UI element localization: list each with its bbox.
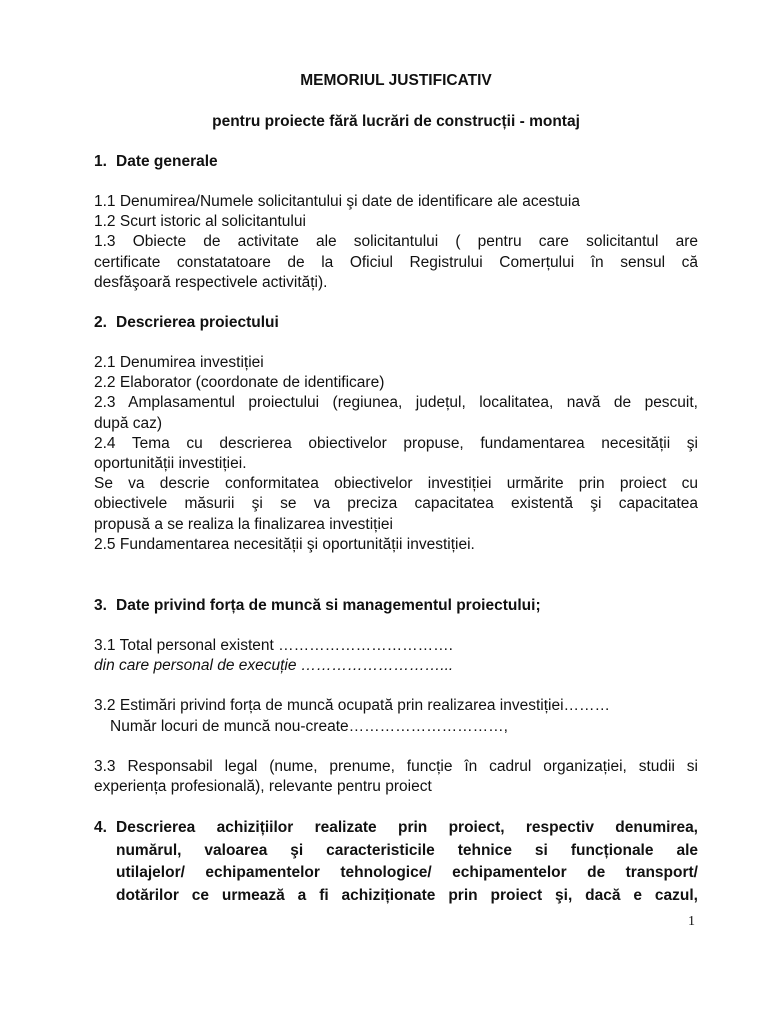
paragraph-2-3-line-1: 2.3 Amplasamentul proiectului (regiunea, județul, localitatea, navă de pescuit, — [94, 394, 698, 412]
section-1-heading — [94, 152, 698, 172]
paragraph-1-3-line-1: 1.3 Obiecte de activitate ale solicitantului ( pentru care solicitantul are — [94, 233, 698, 251]
section-number: 2. — [94, 314, 107, 332]
paragraph-2-4-line-1: 2.4 Tema cu descrierea obiectivelor propuse, fundamentarea necesității şi — [94, 434, 698, 452]
paragraph-2-1: 2.1 Denumirea investiției — [94, 354, 264, 372]
section-4-line-2: numărul, valoarea şi caracteristicile tehnice si funcționale ale — [116, 841, 698, 859]
paragraph-1-2: 1.2 Scurt istoric al solicitantului — [94, 213, 306, 231]
page-number: 1 — [688, 914, 695, 929]
section-number: 4. — [94, 819, 107, 837]
paragraph-2-4-note-line-1: Se va descrie conformitatea obiectivelor investiției urmărite prin proiect cu — [94, 475, 698, 493]
paragraph-2-2: 2.2 Elaborator (coordonate de identificare) — [94, 374, 385, 392]
section-number: 1. — [94, 153, 107, 170]
paragraph-2-5: 2.5 Fundamentarea necesității şi oportunității investiției. — [94, 535, 475, 553]
section-title: Descrierea proiectului — [116, 314, 279, 332]
paragraph-3-2: 3.2 Estimări privind forța de muncă ocupată prin realizarea investiției……… — [94, 697, 611, 715]
section-title: Date privind forța de muncă si managementul proiectului; — [116, 597, 541, 615]
section-4-line-3: utilajelor/ echipamentelor tehnologice/ echipamentelor de transport/ — [116, 864, 698, 882]
section-2-heading — [94, 313, 698, 333]
section-1-body — [94, 192, 698, 293]
paragraph-1-3-line-2: certificate constatatoare de la Oficiul Registrului Comerțului în sensul că — [94, 253, 698, 271]
section-4-line-1: Descrierea achizițiilor realizate prin proiect, respectiv denumirea, — [116, 819, 698, 837]
paragraph-2-4-line-2: oportunității investiției. — [94, 455, 247, 473]
paragraph-2-4-note-line-2: obiectivele măsurii şi se va preciza capacitatea existentă şi capacitatea — [94, 495, 698, 513]
section-3-body — [94, 636, 698, 797]
section-2-body — [94, 353, 698, 555]
paragraph-3-1: 3.1 Total personal existent ……………………………. — [94, 637, 453, 655]
document-title: MEMORIUL JUSTIFICATIV — [300, 72, 492, 89]
paragraph-3-3-line-1: 3.3 Responsabil legal (nume, prenume, funcție în cadrul organizației, studii si — [94, 757, 698, 775]
document-body — [94, 71, 698, 907]
paragraph-2-3-line-2: după caz) — [94, 414, 163, 432]
paragraph-3-1-detail: din care personal de execuție ………………………... — [94, 657, 454, 675]
paragraph-1-1: 1.1 Denumirea/Numele solicitantului şi date de identificare ale acestuia — [94, 193, 580, 210]
section-3-heading — [94, 596, 698, 616]
document-subtitle: pentru proiecte fără lucrări de construcții - montaj — [212, 113, 580, 130]
paragraph-2-4-note-line-3: propusă a se realiza la finalizarea investiției — [94, 515, 393, 533]
section-title: Date generale — [116, 153, 218, 170]
section-title — [116, 817, 698, 907]
section-number: 3. — [94, 597, 107, 615]
paragraph-3-2-detail: Număr locuri de muncă nou-create…………………………, — [110, 717, 508, 735]
section-4-heading — [94, 817, 698, 907]
paragraph-3-3-line-2: experiența profesională), relevante pentru proiect — [94, 778, 432, 796]
paragraph-1-3-line-3: desfăşoară respectivele activități). — [94, 273, 328, 291]
section-4-line-4: dotărilor ce urmează a fi achiziționate prin proiect şi, dacă e cazul, — [116, 886, 698, 904]
